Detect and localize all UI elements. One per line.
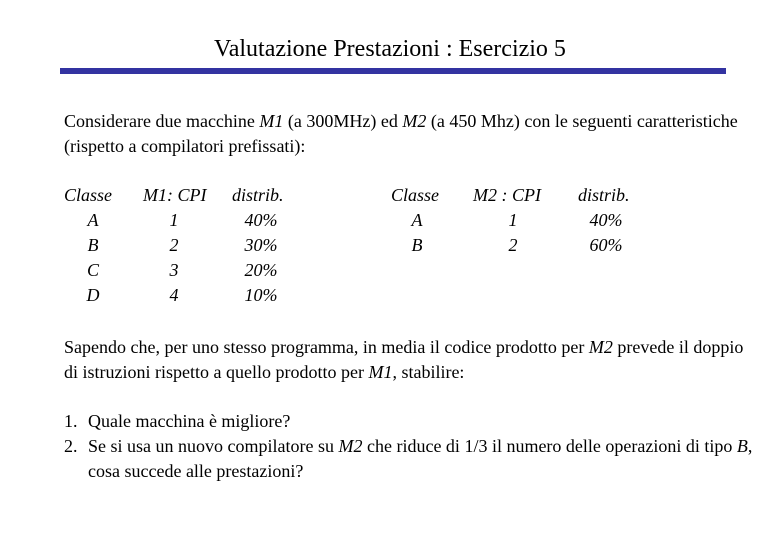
table-m2-class: B	[411, 235, 423, 255]
table-m2-cpi: 2	[508, 235, 518, 255]
intro-text-3: (a 450 Mhz) con le seguenti caratteristiche (rispetto a compilatori prefissati):	[64, 111, 738, 156]
table-m1-class: D	[86, 285, 100, 305]
question-2-text-2: che riduce di 1/3 il numero delle operazioni di tipo	[362, 436, 737, 456]
question-2-text-3: , cosa succede alle prestazioni?	[88, 436, 753, 481]
table-m1-header-cpi: M1: CPI	[143, 185, 207, 205]
intro-text-1: Considerare due macchine	[64, 111, 260, 131]
question-2-body	[88, 434, 754, 484]
table-m2-header-cpi: M2 : CPI	[473, 185, 541, 205]
table-m2-header-distrib: distrib.	[578, 185, 630, 205]
context-machine-m2: M2	[588, 337, 613, 357]
table-m1-cpi: 1	[169, 210, 179, 230]
title-divider	[60, 68, 726, 74]
intro-machine-m1: M1	[259, 111, 284, 131]
table-m1-cpi: 2	[169, 235, 179, 255]
question-2-number: 2.	[64, 436, 78, 456]
table-m2-class: A	[411, 210, 423, 230]
context-text-2: prevede il doppio di istruzioni rispetto a quello prodotto per	[64, 337, 744, 382]
question-2	[64, 434, 754, 484]
question-1-number: 1.	[64, 411, 78, 431]
table-m1-class: A	[87, 210, 99, 230]
question-2-class-b: B	[736, 436, 748, 456]
question-1	[64, 409, 754, 434]
intro-paragraph	[64, 109, 744, 159]
table-m2-cpi: 1	[508, 210, 518, 230]
question-1-text: Quale macchina è migliore?	[88, 411, 291, 431]
slide-title: Valutazione Prestazioni : Esercizio 5	[214, 36, 566, 62]
table-m2-distrib: 60%	[589, 235, 623, 255]
table-m1-class: B	[87, 235, 99, 255]
table-m1-distrib: 30%	[244, 235, 278, 255]
table-m2	[0, 183, 700, 263]
table-m1-distrib: 10%	[244, 285, 278, 305]
table-m2-distrib: 40%	[589, 210, 623, 230]
question-list	[64, 409, 754, 484]
context-paragraph	[64, 335, 744, 385]
table-m1-cpi: 3	[169, 260, 179, 280]
table-m1-header-distrib: distrib.	[232, 185, 284, 205]
table-m1-cpi: 4	[169, 285, 179, 305]
table-m1-distrib: 40%	[244, 210, 278, 230]
intro-text-2: (a 300MHz) ed	[283, 111, 403, 131]
question-2-text-1: Se si usa un nuovo compilatore su	[88, 436, 339, 456]
table-m1-distrib: 20%	[244, 260, 278, 280]
context-machine-m1: M1	[368, 362, 393, 382]
question-2-machine-m2: M2	[338, 436, 363, 456]
table-m2-header-class: Classe	[391, 185, 440, 205]
table-m1-header-class: Classe	[64, 185, 113, 205]
table-m1-class: C	[86, 260, 100, 280]
context-text-3: , stabilire:	[392, 362, 465, 382]
intro-machine-m2: M2	[402, 111, 427, 131]
context-text-1: Sapendo che, per uno stesso programma, in media il codice prodotto per	[64, 337, 589, 357]
